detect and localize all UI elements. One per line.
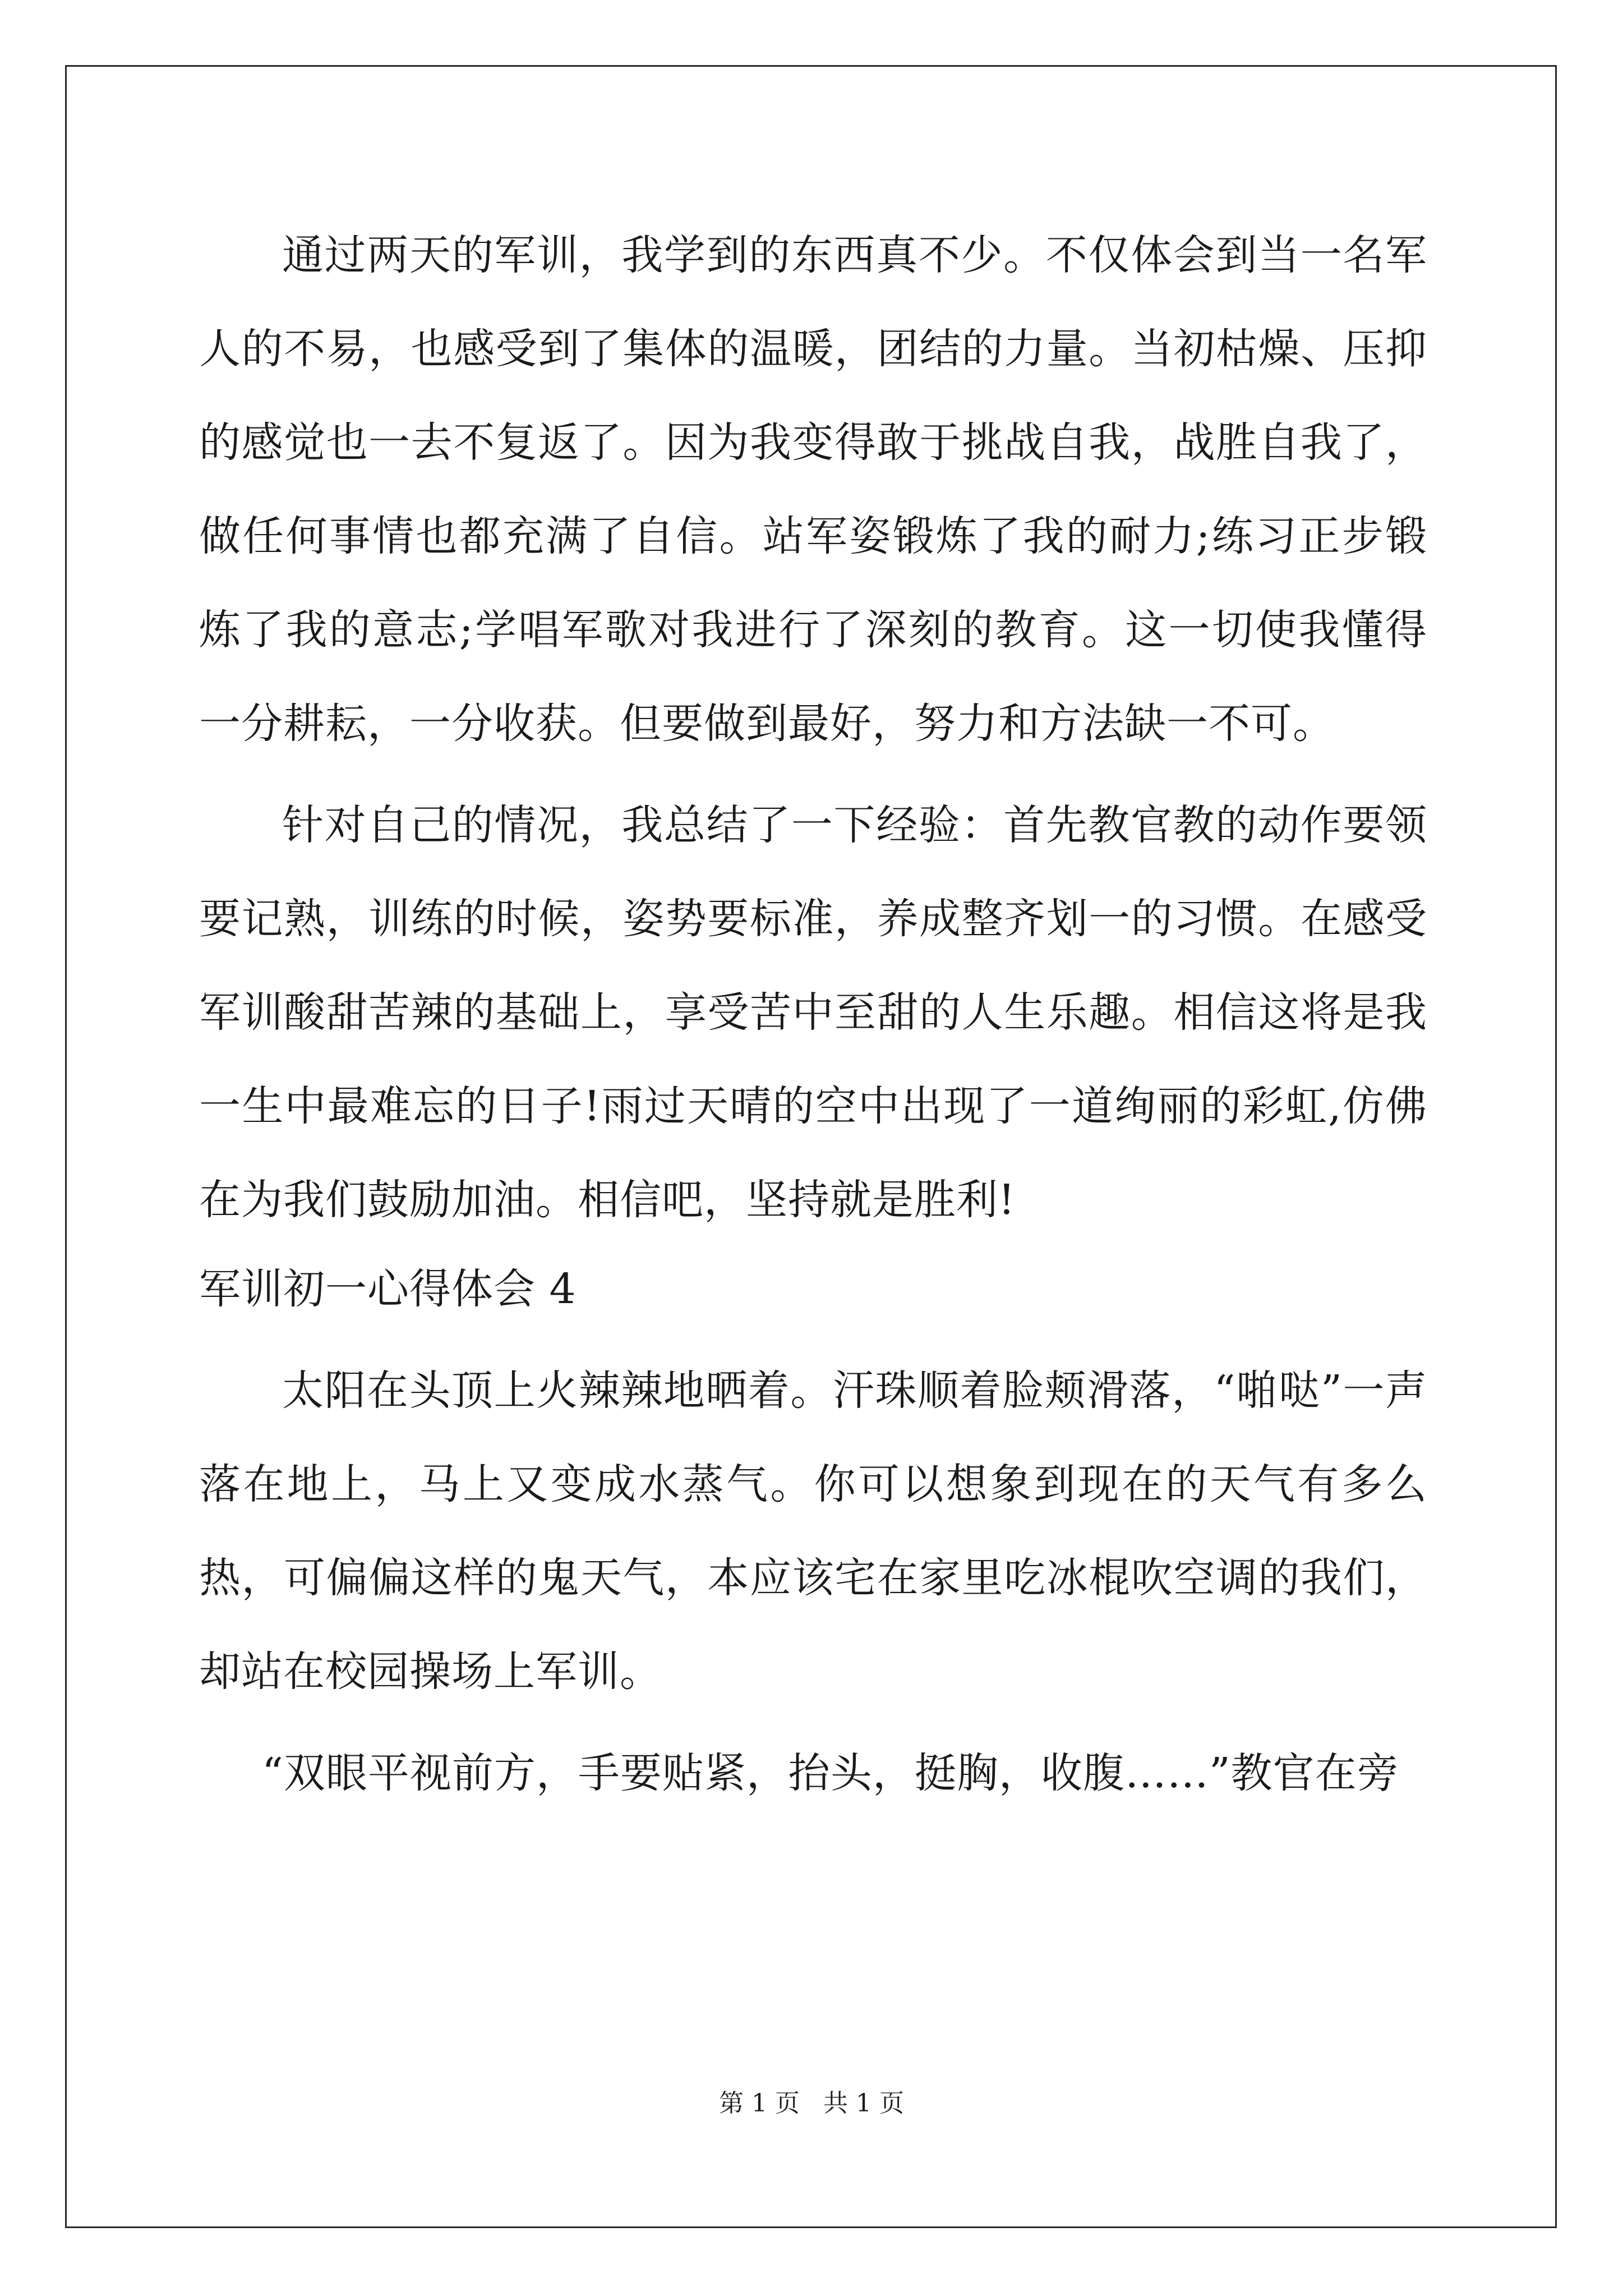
section-heading: 军训初一心得体会 4 <box>199 1265 577 1313</box>
paragraph-1: 通过两天的军训，我学到的东西真不少。不仅体会到当一名军人的不易，也感受到了集体的温暖，团结的力量。当初枯燥、压抑的感觉也一去不复返了。因为我变得敢于挑战自我，战胜自我了，做任何事情也都充满了自信。站军姿锻炼了我的耐力;练习正步锻炼了我的意志;学唱军歌对我进行了深刻的教育。这一切使我懂得一分耕耘，一分收获。但要做到最好，努力和方法缺一不可。 <box>199 231 1427 748</box>
paragraph-3: 太阳在头顶上火辣辣地晒着。汗珠顺着脸颊滑落，“啪哒”一声落在地上，马上又变成水蒸气。你可以想象到现在的天气有多么热，可偏偏这样的鬼天气，本应该宅在家里吃冰棍吹空调的我们，却站在校园操场上军训。 <box>199 1366 1427 1696</box>
page-count: 共 1 页 <box>823 2089 904 2118</box>
page-number: 第 1 页 <box>719 2089 800 2118</box>
paragraph-2: 针对自己的情况，我总结了一下经验：首先教官教的动作要领要记熟，训练的时候，姿势要标准，养成整齐划一的习惯。在感受军训酸甜苦辣的基础上，享受苦中至甜的人生乐趣。相信这将是我一生中最难忘的日子!雨过天晴的空中出现了一道绚丽的彩虹,仿佛在为我们鼓励加油。相信吧，坚持就是胜利! <box>199 801 1427 1224</box>
paragraph-4: “双眼平视前方，手要贴紧，抬头，挺胸，收腹……”教官在旁 <box>262 1749 1399 1797</box>
document-body <box>199 209 1427 1820</box>
page-footer <box>0 2087 1623 2120</box>
